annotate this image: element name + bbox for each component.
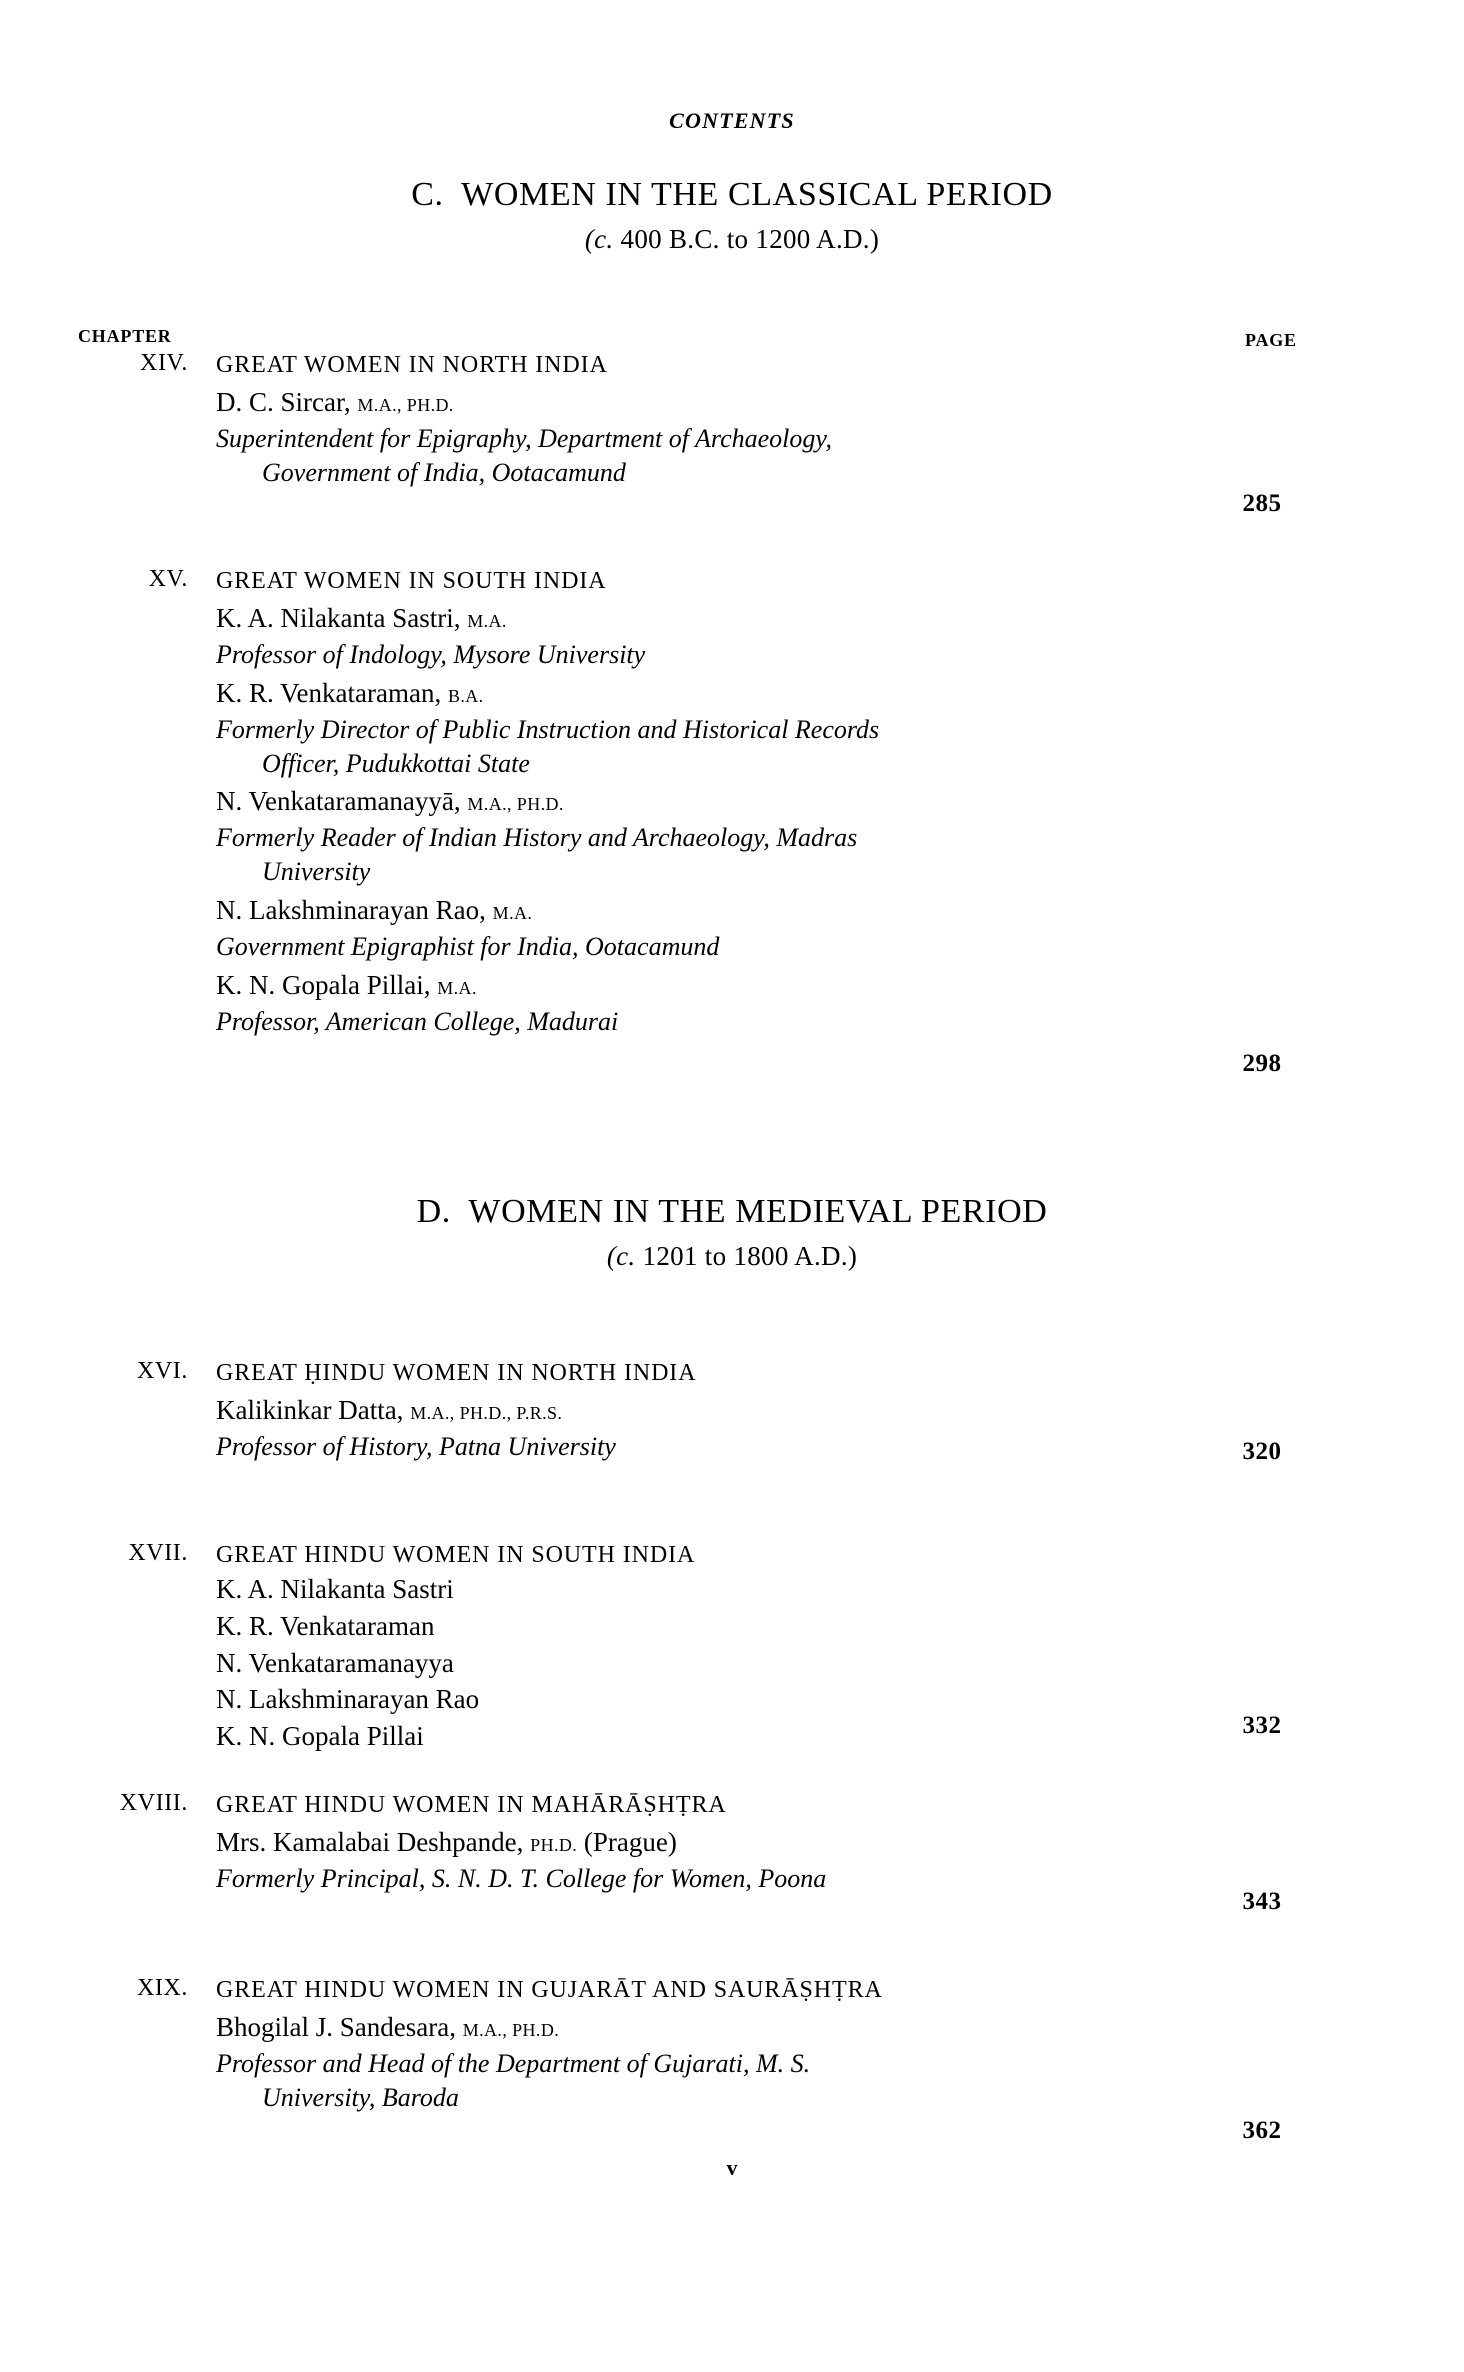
chapter-numeral: XIX. (136, 1975, 188, 2001)
chapter-title: GREAT HINDU WOMEN IN GUJARĀT AND SAURĀṢHṬRA (216, 1977, 883, 2003)
chapter-numeral: XV. (148, 566, 188, 592)
contributor-name-text: D. C. Sircar, (216, 387, 358, 418)
contributor-name (216, 784, 1238, 820)
contributor-name (216, 968, 1238, 1004)
page-number[interactable]: 285 (1242, 490, 1282, 517)
contributor-name (216, 1825, 1238, 1861)
contributor-name-text: Mrs. Kamalabai Deshpande, (216, 1827, 531, 1858)
chapter-numeral: XVI. (136, 1358, 188, 1384)
contributor-affiliation (216, 422, 1238, 490)
chapter-title: GREAT WOMEN IN NORTH INDIA (216, 352, 608, 378)
page-number[interactable]: 298 (1242, 1050, 1282, 1077)
affiliation-line-2: Government of India, Ootacamund (262, 457, 626, 487)
contributor-affiliation (216, 638, 1238, 672)
chapter-numeral: XIV. (140, 350, 188, 376)
part-c-title: C. WOMEN IN THE CLASSICAL PERIOD (411, 176, 1053, 213)
contributor-name (216, 893, 1238, 929)
part-d-subtitle (0, 1241, 1464, 1272)
contributor-name: N. Lakshminarayan Rao (216, 1684, 480, 1715)
column-header-chapter: CHAPTER (78, 326, 172, 346)
affiliation-line-2: University, Baroda (262, 2082, 459, 2112)
contributor-name-text: N. Lakshminarayan Rao, (216, 894, 493, 925)
part-d-subtitle-italic: (c. (606, 1241, 636, 1271)
chapter-title: GREAT HINDU WOMEN IN MAHĀRĀṢHṬRA (216, 1792, 727, 1818)
contributor-name-text: N. Venkataramanayyā, (216, 786, 468, 817)
contributor-name-text: K. A. Nilakanta Sastri, (216, 603, 468, 634)
contributor-name-text: Kalikinkar Datta, (216, 1395, 411, 1426)
contributor-affiliation (216, 930, 1238, 964)
contributor-affiliation (216, 1430, 1238, 1464)
contributor-affiliation (216, 713, 1238, 781)
toc-entry[interactable] (78, 1790, 1388, 1896)
column-header-page: PAGE (1245, 330, 1297, 350)
chapter-numeral: XVIII. (119, 1790, 188, 1816)
running-head: CONTENTS (669, 108, 795, 133)
toc-entry[interactable] (78, 566, 1388, 1038)
part-c-subtitle (0, 224, 1464, 255)
affiliation-line-1: Formerly Reader of Indian History and Archaeology, Madras (216, 823, 858, 853)
contributor-name (216, 2010, 1238, 2046)
contributor-degrees: PH.D. (530, 1835, 578, 1856)
chapter-title: GREAT HINDU WOMEN IN SOUTH INDIA (216, 1542, 696, 1568)
contributor-degrees: M.A., PH.D. (357, 395, 454, 416)
contributor-degrees: M.A., PH.D. (467, 794, 564, 815)
affiliation-line-1: Professor of Indology, Mysore University (216, 640, 646, 670)
part-heading-c (0, 176, 1464, 255)
page-number[interactable]: 332 (1242, 1712, 1282, 1739)
affiliation-line-1: Government Epigraphist for India, Ootacamund (216, 931, 720, 961)
affiliation-line-1: Professor and Head of the Department of Gujarati, M. S. (216, 2049, 811, 2079)
affiliation-line-1: Professor of History, Patna University (216, 1432, 616, 1462)
contributor-name-text: Bhogilal J. Sandesara, (216, 2012, 463, 2043)
contributor-degrees: B.A. (447, 685, 484, 706)
contributor-affiliation (216, 2047, 1238, 2115)
toc-entry[interactable] (78, 1975, 1388, 2115)
contributor-name: N. Venkataramanayya (216, 1647, 454, 1678)
affiliation-line-1: Superintendent for Epigraphy, Department of Archaeology, (216, 424, 832, 454)
affiliation-line-2: University (262, 857, 371, 887)
part-c-subtitle-rest: 400 B.C. to 1200 A.D.) (613, 224, 880, 254)
part-d-subtitle-rest: 1201 to 1800 A.D.) (635, 1241, 858, 1271)
contributor-affiliation (216, 1862, 1238, 1896)
contributor-name (216, 385, 1238, 421)
contributor-degrees: M.A. (492, 902, 533, 923)
contributor-name: K. R. Venkataraman (216, 1610, 435, 1641)
affiliation-line-1: Professor, American College, Madurai (216, 1006, 619, 1036)
page-number[interactable]: 320 (1242, 1438, 1282, 1465)
contributor-degrees: M.A., PH.D. (462, 2020, 560, 2041)
contributor-name-text: K. N. Gopala Pillai, (216, 969, 438, 1000)
contributor-name (216, 601, 1238, 637)
chapter-title: GREAT WOMEN IN SOUTH INDIA (216, 568, 607, 594)
contributor-name: K. N. Gopala Pillai (216, 1721, 424, 1752)
contributor-degrees: M.A., PH.D., P.R.S. (410, 1403, 563, 1424)
part-c-subtitle-italic: (c. (584, 224, 614, 254)
part-d-title: D. WOMEN IN THE MEDIEVAL PERIOD (416, 1193, 1048, 1230)
page-number[interactable]: 343 (1242, 1888, 1282, 1915)
affiliation-line-2: Officer, Pudukkottai State (262, 748, 530, 778)
page-number[interactable]: 362 (1242, 2117, 1282, 2144)
contributor-name-text: K. R. Venkataraman, (216, 677, 448, 708)
contributor-affiliation (216, 1005, 1238, 1039)
contributor-name (216, 676, 1238, 712)
contributor-degrees: M.A. (467, 611, 507, 632)
contributor-degrees: M.A. (437, 977, 477, 998)
contributor-name-suffix: (Prague) (577, 1827, 677, 1858)
part-heading-d (0, 1193, 1464, 1272)
contributor-name (216, 1393, 1238, 1429)
toc-entry[interactable] (78, 350, 1388, 490)
contributor-affiliation (216, 821, 1238, 889)
chapter-numeral: XVII. (128, 1540, 188, 1566)
affiliation-line-1: Formerly Principal, S. N. D. T. College for Women, Poona (216, 1864, 827, 1894)
contributor-name: K. A. Nilakanta Sastri (216, 1574, 454, 1605)
chapter-title: GREAT ḤINDU WOMEN IN NORTH INDIA (216, 1360, 697, 1386)
folio-page-number: v (726, 2155, 738, 2180)
affiliation-line-1: Formerly Director of Public Instruction and Historical Records (216, 714, 880, 744)
